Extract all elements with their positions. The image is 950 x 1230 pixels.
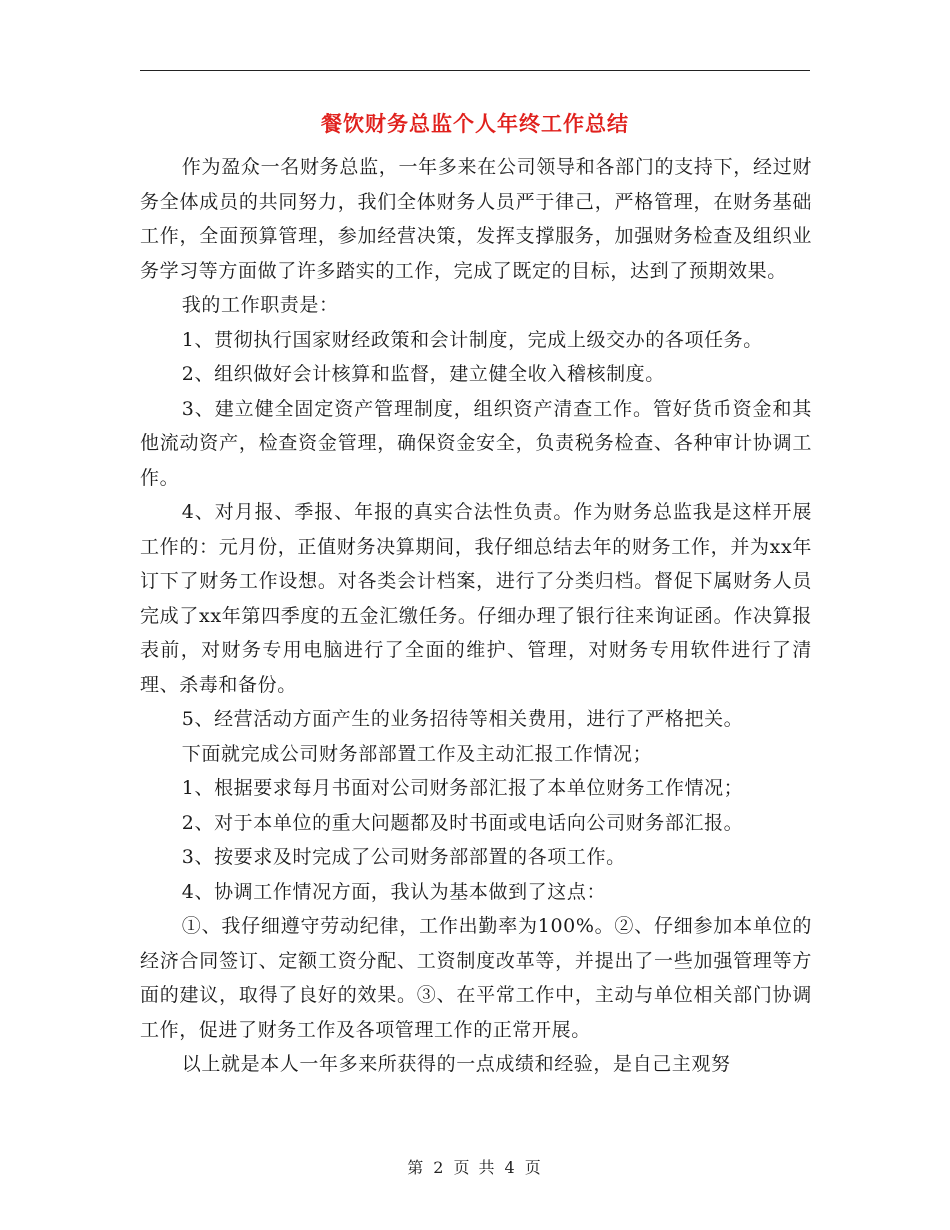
paragraph: 3、建立健全固定资产管理制度，组织资产清查工作。管好货币资金和其他流动资产，检查资金管理，确保资金安全，负责税务检查、各种审计协调工作。: [140, 397, 812, 489]
paragraph: 以上就是本人一年多来所获得的一点成绩和经验，是自己主观努: [181, 1053, 731, 1075]
paragraph: 5、经营活动方面产生的业务招待等相关费用，进行了严格把关。: [181, 708, 744, 730]
paragraph: 2、组织做好会计核算和监督，建立健全收入稽核制度。: [181, 363, 665, 385]
paragraph: 3、按要求及时完成了公司财务部部置的各项工作。: [181, 846, 626, 868]
paragraph: 2、对于本单位的重大问题都及时书面或电话向公司财务部汇报。: [181, 811, 744, 834]
footer-suffix: 页: [524, 1158, 543, 1177]
paragraph: 4、协调工作情况方面，我认为基本做到了这点：: [181, 880, 607, 903]
paragraph: 下面就完成公司财务部部置工作及主动汇报工作情况；: [181, 742, 653, 765]
paragraph: ①、我仔细遵守劳动纪律，工作出勤率为100%。②、仔细参加本单位的经济合同签订、定额工资分配、工资制度改革等，并提出了一些加强管理等方面的建议，取得了良好的效果。③、在平常工作中，主动与单位相关部门协调工作，促进了财务工作及各项管理工作的正常开展。: [140, 915, 812, 1041]
footer-prefix: 第: [407, 1158, 426, 1177]
page-footer: [0, 1155, 950, 1178]
document-title: 餐饮财务总监个人年终工作总结: [321, 111, 629, 136]
paragraph: 作为盈众一名财务总监，一年多来在公司领导和各部门的支持下，经过财务全体成员的共同努力，我们全体财务人员严于律己，严格管理，在财务基础工作，全面预算管理，参加经营决策，发挥支撑服务，加强财务检查及组织业务学习等方面做了许多踏实的工作，完成了既定的目标，达到了预期效果。: [140, 156, 812, 282]
paragraph: 1、贯彻执行国家财经政策和会计制度，完成上级交办的各项任务。: [181, 328, 763, 351]
paragraph: 1、根据要求每月书面对公司财务部汇报了本单位财务工作情况；: [181, 777, 744, 799]
paragraph: 我的工作职责是：: [181, 294, 339, 316]
footer-page-number: 2: [433, 1158, 446, 1177]
footer-middle: 页 共: [453, 1158, 497, 1177]
document-body: [140, 150, 812, 1082]
paragraph: 4、对月报、季报、年报的真实合法性负责。作为财务总监我是这样开展工作的：元月份，正值财务决算期间，我仔细总结去年的财务工作，并为xx年订下了财务工作设想。对各类会计档案，进行了分类归档。督促下属财务人员完成了xx年第四季度的五金汇缴任务。仔细办理了银行往来询证函。作决算报表前，对财务专用电脑进行了全面的维护、管理，对财务专用软件进行了清理、杀毒和备份。: [140, 501, 812, 696]
header-rule: [140, 70, 810, 71]
footer-total-pages: 4: [504, 1158, 517, 1177]
